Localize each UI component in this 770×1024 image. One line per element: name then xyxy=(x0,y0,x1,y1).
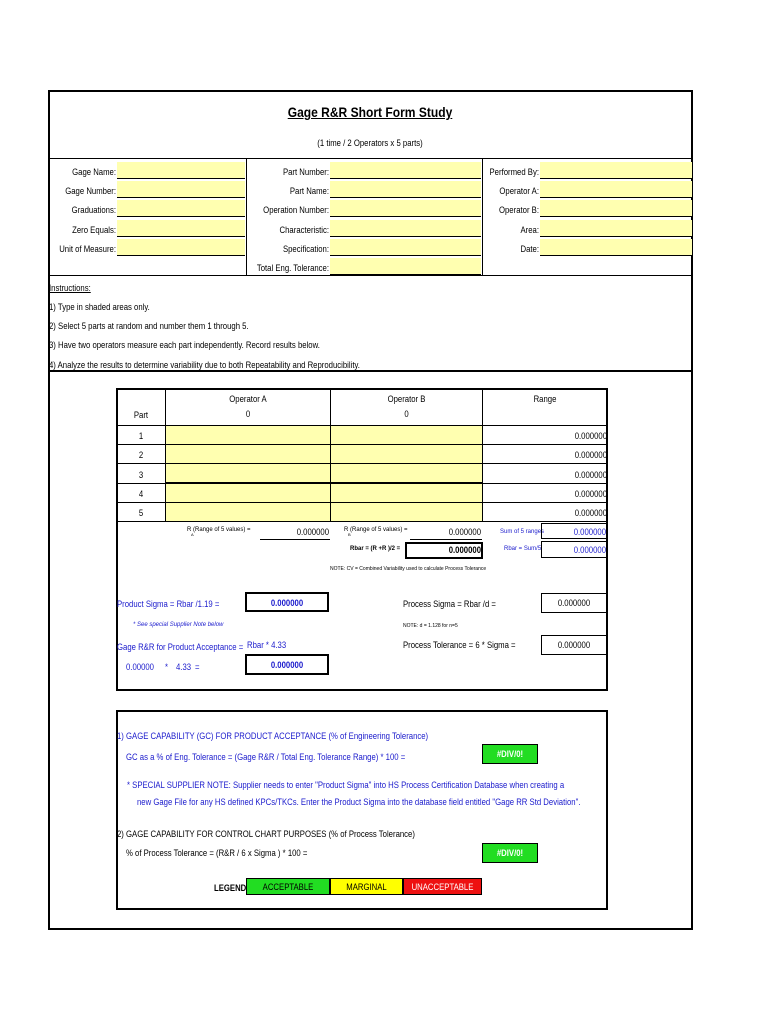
grr-formula: Rbar * 4.33 xyxy=(247,640,287,650)
rbar-value: 0.000000 xyxy=(448,545,481,555)
area-field[interactable] xyxy=(540,220,692,237)
divider xyxy=(48,370,693,372)
grr-calc-c: 4.33 xyxy=(176,662,192,672)
grr-calc-d: = xyxy=(195,662,200,672)
page-title: Gage R&R Short Form Study xyxy=(287,104,453,120)
specification-label: Specification: xyxy=(282,244,329,254)
page-subtitle: (1 time / 2 Operators x 5 parts) xyxy=(317,138,423,148)
process-sigma-label: Process Sigma = Rbar /d = xyxy=(403,599,496,609)
ra-label xyxy=(187,527,251,537)
instruction-item: 1) Type in shaded areas only. xyxy=(49,302,150,312)
part-name-label: Part Name: xyxy=(289,186,329,196)
gc-heading: 1) GAGE CAPABILITY (GC) FOR PRODUCT ACCEPTANCE (% of Engineering Tolerance) xyxy=(117,731,429,741)
rb-value: 0.000000 xyxy=(448,527,481,537)
operator-a-measurement[interactable] xyxy=(166,464,330,483)
legend-acceptable-label: ACCEPTABLE xyxy=(262,882,314,892)
operator-a-measurement[interactable] xyxy=(166,484,330,503)
operator-a-header: Operator A xyxy=(229,394,267,404)
rbar2-label: Rbar = Sum/5 xyxy=(504,546,542,552)
range-value: 0.000000 xyxy=(574,450,607,460)
instruction-item: 3) Have two operators measure each part independently. Record results below. xyxy=(49,340,320,350)
graduations-label: Graduations: xyxy=(71,205,116,215)
range-value: 0.000000 xyxy=(574,489,607,499)
operator-b-header: Operator B xyxy=(387,394,426,404)
performed-by-field[interactable] xyxy=(540,162,692,179)
grr-value: 0.000000 xyxy=(270,660,304,670)
operator-a-measurement[interactable] xyxy=(166,503,330,522)
rb-underline xyxy=(410,539,482,540)
range-value: 0.000000 xyxy=(574,508,607,518)
part-number: 4 xyxy=(138,489,144,499)
process-tolerance-label: Process Tolerance = 6 * Sigma = xyxy=(403,640,516,650)
divider xyxy=(116,521,608,522)
rb-subscript: B xyxy=(348,532,351,537)
rbar2-value: 0.000000 xyxy=(573,545,606,555)
operator-b-measurement[interactable] xyxy=(331,464,482,483)
legend-label: LEGEND xyxy=(214,883,247,893)
range-value: 0.000000 xyxy=(574,431,607,441)
instructions-heading: Instructions: xyxy=(49,283,91,293)
product-sigma-value: 0.000000 xyxy=(270,598,304,608)
ra-value: 0.000000 xyxy=(296,527,329,537)
legend-marginal-label: MARGINAL xyxy=(346,882,387,892)
special-note-line: * SPECIAL SUPPLIER NOTE: Supplier needs to enter "Product Sigma" into HS Process Certification Database when creating a xyxy=(127,780,565,790)
process-sigma-value: 0.000000 xyxy=(557,598,591,608)
part-number: 3 xyxy=(138,470,144,480)
ra-label-text: R (Range of 5 values) = xyxy=(187,527,251,533)
cc-heading: 2) GAGE CAPABILITY FOR CONTROL CHART PURPOSES (% of Process Tolerance) xyxy=(117,829,415,839)
divider xyxy=(48,158,693,159)
gage-name-label: Gage Name: xyxy=(72,167,116,177)
performed-by-label: Performed By: xyxy=(489,167,539,177)
cc-line: % of Process Tolerance = (R&R / 6 x Sigma ) * 100 = xyxy=(126,848,308,858)
characteristic-label: Characteristic: xyxy=(279,225,329,235)
sum-label: Sum of 5 ranges xyxy=(500,529,545,535)
operator-a-field[interactable] xyxy=(540,181,692,198)
operator-a-value: 0 xyxy=(245,409,251,419)
operator-a-measurement[interactable] xyxy=(166,426,330,445)
operation-number-label: Operation Number: xyxy=(263,205,329,215)
special-note-line: new Gage File for any HS defined KPCs/TKCs. Enter the Product Sigma into the database field entitled "Gage RR Std Deviation". xyxy=(137,797,581,807)
d2-note: NOTE: d = 1.128 for n=5 xyxy=(403,623,458,629)
part-number-label: Part Number: xyxy=(282,167,329,177)
area-label: Area: xyxy=(520,225,539,235)
rb-label-text: R (Range of 5 values) = xyxy=(344,527,408,533)
cv-note: NOTE: CV = Combined Variability used to calculate Process Tolerance xyxy=(330,566,487,572)
part-header: Part xyxy=(133,410,149,420)
supplier-note-ref: * See special Supplier Note below xyxy=(133,622,224,628)
product-sigma-label: Product Sigma = Rbar /1.19 = xyxy=(117,599,220,609)
ra-subscript: A xyxy=(191,532,194,537)
legend-unacceptable-label: UNACCEPTABLE xyxy=(411,882,474,892)
instruction-item: 4) Analyze the results to determine variability due to both Repeatability and Reproducibility. xyxy=(49,360,360,370)
rbar-label: Rbar = (R +R )/2 = xyxy=(350,546,401,552)
grr-label: Gage R&R for Product Acceptance = xyxy=(117,642,244,652)
rb-label xyxy=(344,527,408,537)
operator-b-label: Operator B: xyxy=(498,205,539,215)
part-number: 1 xyxy=(138,431,144,441)
divider xyxy=(48,275,693,276)
range-value: 0.000000 xyxy=(574,470,607,480)
date-field[interactable] xyxy=(540,239,692,256)
gc-line: GC as a % of Eng. Tolerance = (Gage R&R / Total Eng. Tolerance Range) * 100 = xyxy=(126,752,406,762)
part-number: 2 xyxy=(138,450,144,460)
operator-b-measurement[interactable] xyxy=(331,445,482,464)
operator-a-label: Operator A: xyxy=(499,186,539,196)
total-eng-tolerance-field[interactable] xyxy=(330,258,481,275)
operator-b-measurement[interactable] xyxy=(331,484,482,503)
operator-b-measurement[interactable] xyxy=(331,503,482,522)
ra-underline xyxy=(260,539,330,540)
operator-a-measurement[interactable] xyxy=(166,445,330,464)
gage-number-label: Gage Number: xyxy=(65,186,116,196)
unit-of-measure-label: Unit of Measure: xyxy=(59,244,116,254)
operator-b-value: 0 xyxy=(404,409,409,419)
total-eng-tolerance-label: Total Eng. Tolerance: xyxy=(256,263,329,273)
part-number: 5 xyxy=(138,508,144,518)
cc-value: #DIV/0! xyxy=(496,848,524,858)
operator-b-measurement[interactable] xyxy=(331,426,482,445)
sum-value: 0.000000 xyxy=(573,527,606,537)
range-header: Range xyxy=(533,394,557,404)
zero-equals-label: Zero Equals: xyxy=(72,225,116,235)
operator-b-field[interactable] xyxy=(540,200,692,217)
date-label: Date: xyxy=(520,244,539,254)
gc-value: #DIV/0! xyxy=(496,749,524,759)
process-tolerance-value: 0.000000 xyxy=(557,640,591,650)
grr-calc-a: 0.00000 xyxy=(126,662,154,672)
grr-calc-b: * xyxy=(165,662,169,672)
instruction-item: 2) Select 5 parts at random and number them 1 through 5. xyxy=(49,321,249,331)
